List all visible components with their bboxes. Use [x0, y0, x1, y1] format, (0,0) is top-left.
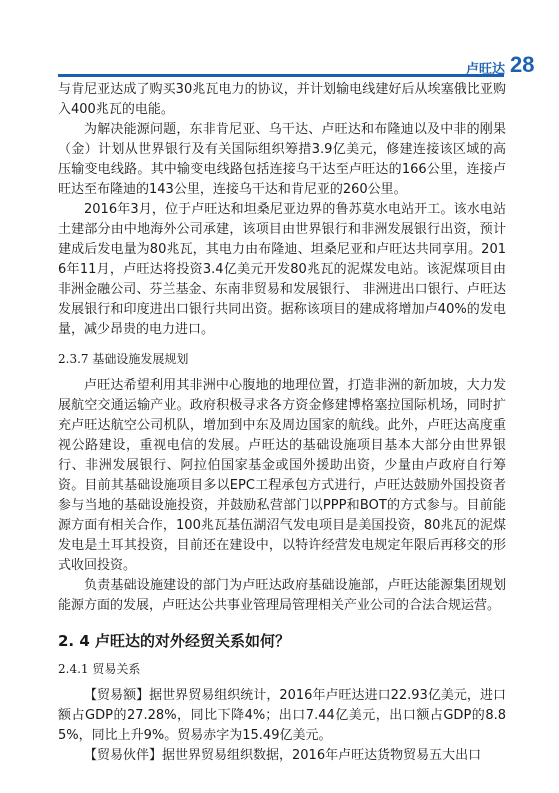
paragraph-infrastructure-plan: 卢旺达希望利用其非洲中心腹地的地理位置，打造非洲的新加坡，大力发展航空交通运输产业。政府积极寻求各方资金修建博格塞拉国际机场，同时扩充卢旺达航空公司机队，增加到中东及周边国家的航线。此外，卢旺达高度重视公路建设，重视电信的发展。卢旺达的基础设施项目基本大部分由世界银行、非洲发展银行、阿拉伯国家基金或国外援助出资，少量由卢政府自行筹资。目前其基础设施项目多以EPC工程承包方式进行，卢旺达鼓励外国投资者参与当地的基础设施投资，并鼓励私营部门以PPP和BOT的方式参与。目前能源方面有相关合作，100兆瓦基伍湖沼气发电项目是美国投资，80兆瓦的泥煤发电是土耳其投资，目前还在建设中，以特许经营发电规定年限后再移交的形式收回投资。 [58, 378, 506, 573]
paragraph-power-grid: 为解决能源问题，东非肯尼亚、乌干达、卢旺达和布隆迪以及中非的刚果（金）计划从世界银行及有关国际组织筹措3.9亿美元，修建连接该区域的高压输变电线路。其中输变电线路包括连接乌干达至卢旺达的166公里，连接卢旺达至布隆迪的143公里，连接乌干达和肯尼亚的260公里。 [58, 122, 506, 197]
page-number: 28 [510, 52, 535, 77]
paragraph-continuation: 与肯尼亚达成了购买30兆瓦电力的协议，并计划输电线建好后从埃塞俄比亚购入400兆瓦的电能。 [58, 82, 506, 117]
paragraph-trade-volume [58, 686, 506, 746]
section-heading-2-3-7: 2.3.7 基础设施发展规划 [58, 352, 189, 366]
trade-volume-label: 【贸易额】 [84, 688, 150, 703]
section-heading-2-4-1: 2.4.1 贸易关系 [58, 662, 141, 676]
running-title: 卢旺达 [466, 62, 506, 77]
page-header [0, 0, 559, 80]
paragraph-hydropower: 2016年3月，位于卢旺达和坦桑尼亚边界的鲁苏莫水电站开工。该水电站土建部分由中地海外公司承建，该项目由世界银行和非洲发展银行出资，预计建成后发电量为80兆瓦，其电力由布隆迪、坦桑尼亚和卢旺达共同享用。2016年11月，卢旺达将投资3.4亿美元开发80兆瓦的泥煤发电站。该泥煤项目由非洲金融公司、芬兰基金、东南非贸易和发展银行、 非洲进出口银行、卢旺达发展银行和印度进出口银行共同出资。据称该项目的建成将增加卢40%的发电量，减少昂贵的电力进口。 [58, 202, 506, 337]
header-rule [58, 74, 504, 77]
page-body [58, 80, 506, 766]
paragraph-infrastructure-departments: 负责基础设施建设的部门为卢旺达政府基础设施部，卢旺达能源集团规划能源方面的发展，卢旺达公共事业管理局管理相关产业公司的合法合规运营。 [58, 578, 506, 613]
trade-partners-text: 据世界贸易组织数据，2016年卢旺达货物贸易五大出口 [162, 748, 482, 763]
paragraph-trade-partners [58, 746, 506, 766]
section-heading-2-4: 2. 4 卢旺达的对外经贸关系如何？ [58, 632, 291, 650]
trade-partners-label: 【贸易伙伴】 [84, 748, 163, 763]
trade-volume-text: 据世界贸易组织统计，2016年卢旺达进口22.93亿美元，进口额占GDP的27.28%，同比下降4%；出口7.44亿美元，出口额占GDP的8.85%，同比上升9%。贸易赤字为15.49亿美元。 [58, 688, 506, 743]
